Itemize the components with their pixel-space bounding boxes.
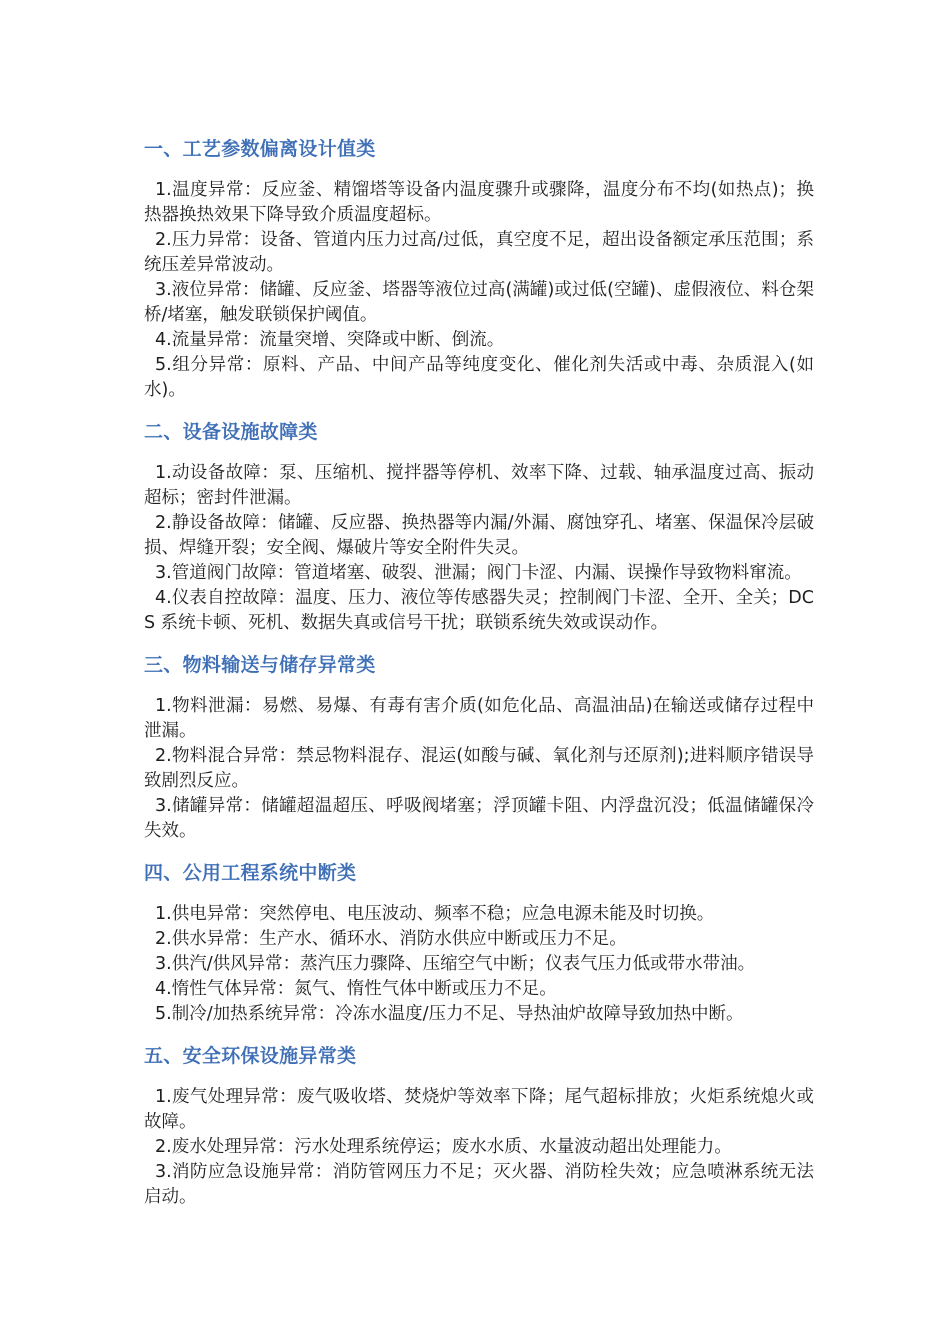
list-item: 2.废水处理异常：污水处理系统停运；废水水质、水量波动超出处理能力。 <box>155 1137 732 1157</box>
list-item: 3.液位异常：储罐、反应釜、塔器等液位过高(满罐)或过低(空罐)、虚假液位、料仓架桥/堵塞，触发联锁保护阈值。 <box>144 280 814 325</box>
section-process-parameters <box>144 134 814 403</box>
section-title: 五、安全环保设施异常类 <box>144 1045 357 1067</box>
list-item: 1.温度异常：反应釜、精馏塔等设备内温度骤升或骤降，温度分布不均(如热点)；换热器换热效果下降导致介质温度超标。 <box>144 180 814 225</box>
list-item: 1.动设备故障：泵、压缩机、搅拌器等停机、效率下降、过载、轴承温度过高、振动超标；密封件泄漏。 <box>144 463 814 508</box>
list-item: 1.废气处理异常：废气吸收塔、焚烧炉等效率下降；尾气超标排放；火炬系统熄火或故障。 <box>144 1087 814 1132</box>
section-title: 一、工艺参数偏离设计值类 <box>144 138 376 160</box>
section-equipment-failure <box>144 417 814 636</box>
list-item: 5.组分异常：原料、产品、中间产品等纯度变化、催化剂失活或中毒、杂质混入(如水)。 <box>144 355 814 400</box>
section-utility-interruption <box>144 858 814 1027</box>
list-item: 2.物料混合异常：禁忌物料混存、混运(如酸与碱、氧化剂与还原剂);进料顺序错误导致剧烈反应。 <box>144 746 814 791</box>
section-safety-environmental <box>144 1041 814 1210</box>
list-item: 4.仪表自控故障：温度、压力、液位等传感器失灵；控制阀门卡涩、全开、全关；DCS 系统卡顿、死机、数据失真或信号干扰；联锁系统失效或误动作。 <box>144 588 814 633</box>
list-item: 5.制冷/加热系统异常：冷冻水温度/压力不足、导热油炉故障导致加热中断。 <box>155 1004 744 1024</box>
section-title: 三、物料输送与储存异常类 <box>144 654 376 676</box>
list-item: 2.供水异常：生产水、循环水、消防水供应中断或压力不足。 <box>155 929 627 949</box>
list-item: 4.流量异常：流量突增、突降或中断、倒流。 <box>155 330 505 350</box>
section-title: 二、设备设施故障类 <box>144 421 318 443</box>
list-item: 2.静设备故障：储罐、反应器、换热器等内漏/外漏、腐蚀穿孔、堵塞、保温保冷层破损、焊缝开裂；安全阀、爆破片等安全附件失灵。 <box>144 513 814 558</box>
section-material-transport <box>144 650 814 844</box>
list-item: 3.消防应急设施异常：消防管网压力不足；灭火器、消防栓失效；应急喷淋系统无法启动。 <box>144 1162 814 1207</box>
list-item: 1.物料泄漏：易燃、易爆、有毒有害介质(如危化品、高温油品)在输送或储存过程中泄漏。 <box>144 696 814 741</box>
list-item: 3.供汽/供风异常：蒸汽压力骤降、压缩空气中断；仪表气压力低或带水带油。 <box>155 954 756 974</box>
list-item: 3.管道阀门故障：管道堵塞、破裂、泄漏；阀门卡涩、内漏、误操作导致物料窜流。 <box>155 563 802 583</box>
list-item: 2.压力异常：设备、管道内压力过高/过低，真空度不足，超出设备额定承压范围；系统压差异常波动。 <box>144 230 814 275</box>
list-item: 1.供电异常：突然停电、电压波动、频率不稳；应急电源未能及时切换。 <box>155 904 715 924</box>
document-body <box>144 134 814 1210</box>
list-item: 3.储罐异常：储罐超温超压、呼吸阀堵塞；浮顶罐卡阻、内浮盘沉没；低温储罐保冷失效。 <box>144 796 814 841</box>
list-item: 4.惰性气体异常：氮气、惰性气体中断或压力不足。 <box>155 979 557 999</box>
section-title: 四、公用工程系统中断类 <box>144 862 357 884</box>
